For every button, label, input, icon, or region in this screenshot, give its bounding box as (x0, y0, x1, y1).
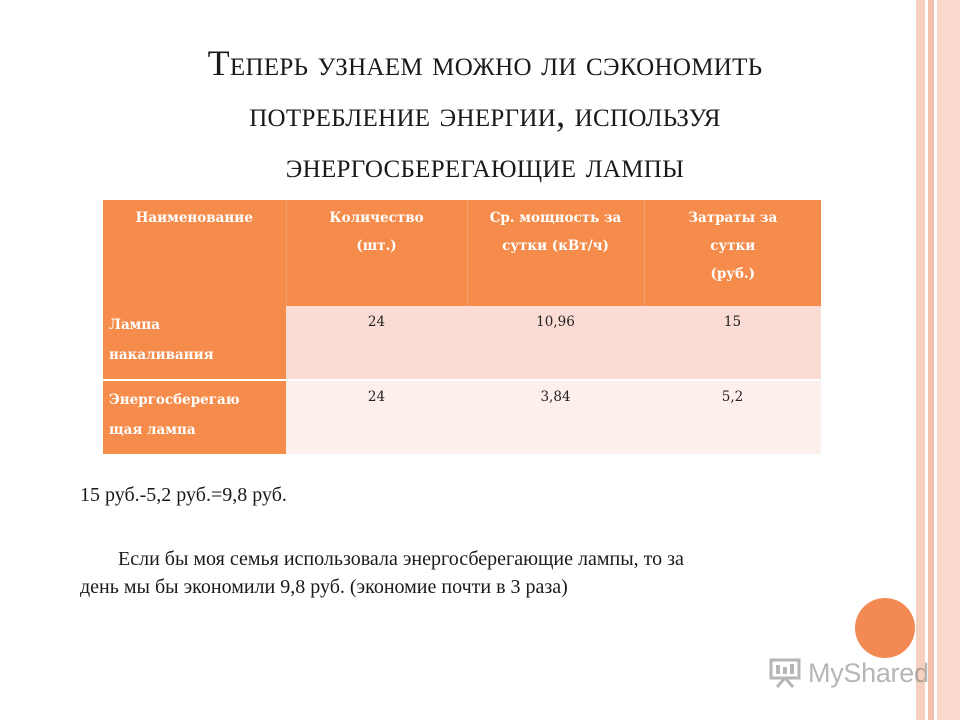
row-name-line: накаливания (109, 347, 214, 363)
cell-quantity: 24 (286, 380, 467, 454)
row-name (103, 380, 286, 454)
savings-calculation: 15 руб.-5,2 руб.=9,8 руб. (80, 484, 287, 506)
decor-stripe (937, 0, 960, 720)
header-line: Ср. мощность за (489, 210, 622, 226)
table-row (103, 306, 821, 380)
header-line: Затраты за (688, 210, 778, 226)
row-name (103, 306, 286, 380)
row-name-line: Лампа (109, 317, 161, 333)
decor-stripe (916, 0, 925, 720)
header-name (103, 200, 286, 306)
title-line: энергосберегающие лампы (285, 145, 685, 185)
header-power (467, 200, 644, 306)
comparison-table (103, 200, 821, 454)
row-name-line: щая лампа (109, 422, 196, 438)
header-line: сутки (710, 238, 756, 254)
table-row (103, 380, 821, 454)
conclusion-line: день мы бы экономили 9,8 руб. (экономие почти в 3 раза) (80, 576, 568, 598)
table-header-row (103, 200, 821, 306)
header-line: сутки (кВт/ч) (502, 238, 609, 254)
row-name-line: Энергосберегаю (109, 392, 240, 408)
header-cost (644, 200, 821, 306)
header-quantity (286, 200, 467, 306)
header-line: Количество (329, 210, 424, 226)
cell-quantity: 24 (286, 306, 467, 380)
header-line: Наименование (135, 210, 253, 226)
presentation-board-icon (768, 658, 802, 688)
cell-power: 10,96 (467, 306, 644, 380)
conclusion-text (80, 545, 890, 601)
watermark-logo (768, 655, 929, 691)
conclusion-line: Если бы моя семья использовала энергосберегающие лампы, то за (118, 548, 684, 570)
watermark-text: MyShared (808, 657, 929, 688)
header-line: (руб.) (710, 266, 756, 282)
title-line: Теперь узнаем можно ли сэкономить (207, 43, 763, 83)
cell-power: 3,84 (467, 380, 644, 454)
slide-title (60, 38, 910, 191)
header-line: (шт.) (356, 238, 397, 254)
cell-cost: 5,2 (644, 380, 821, 454)
decor-circle (855, 598, 915, 658)
title-line: потребление энергии, используя (249, 94, 721, 134)
cell-cost: 15 (644, 306, 821, 380)
